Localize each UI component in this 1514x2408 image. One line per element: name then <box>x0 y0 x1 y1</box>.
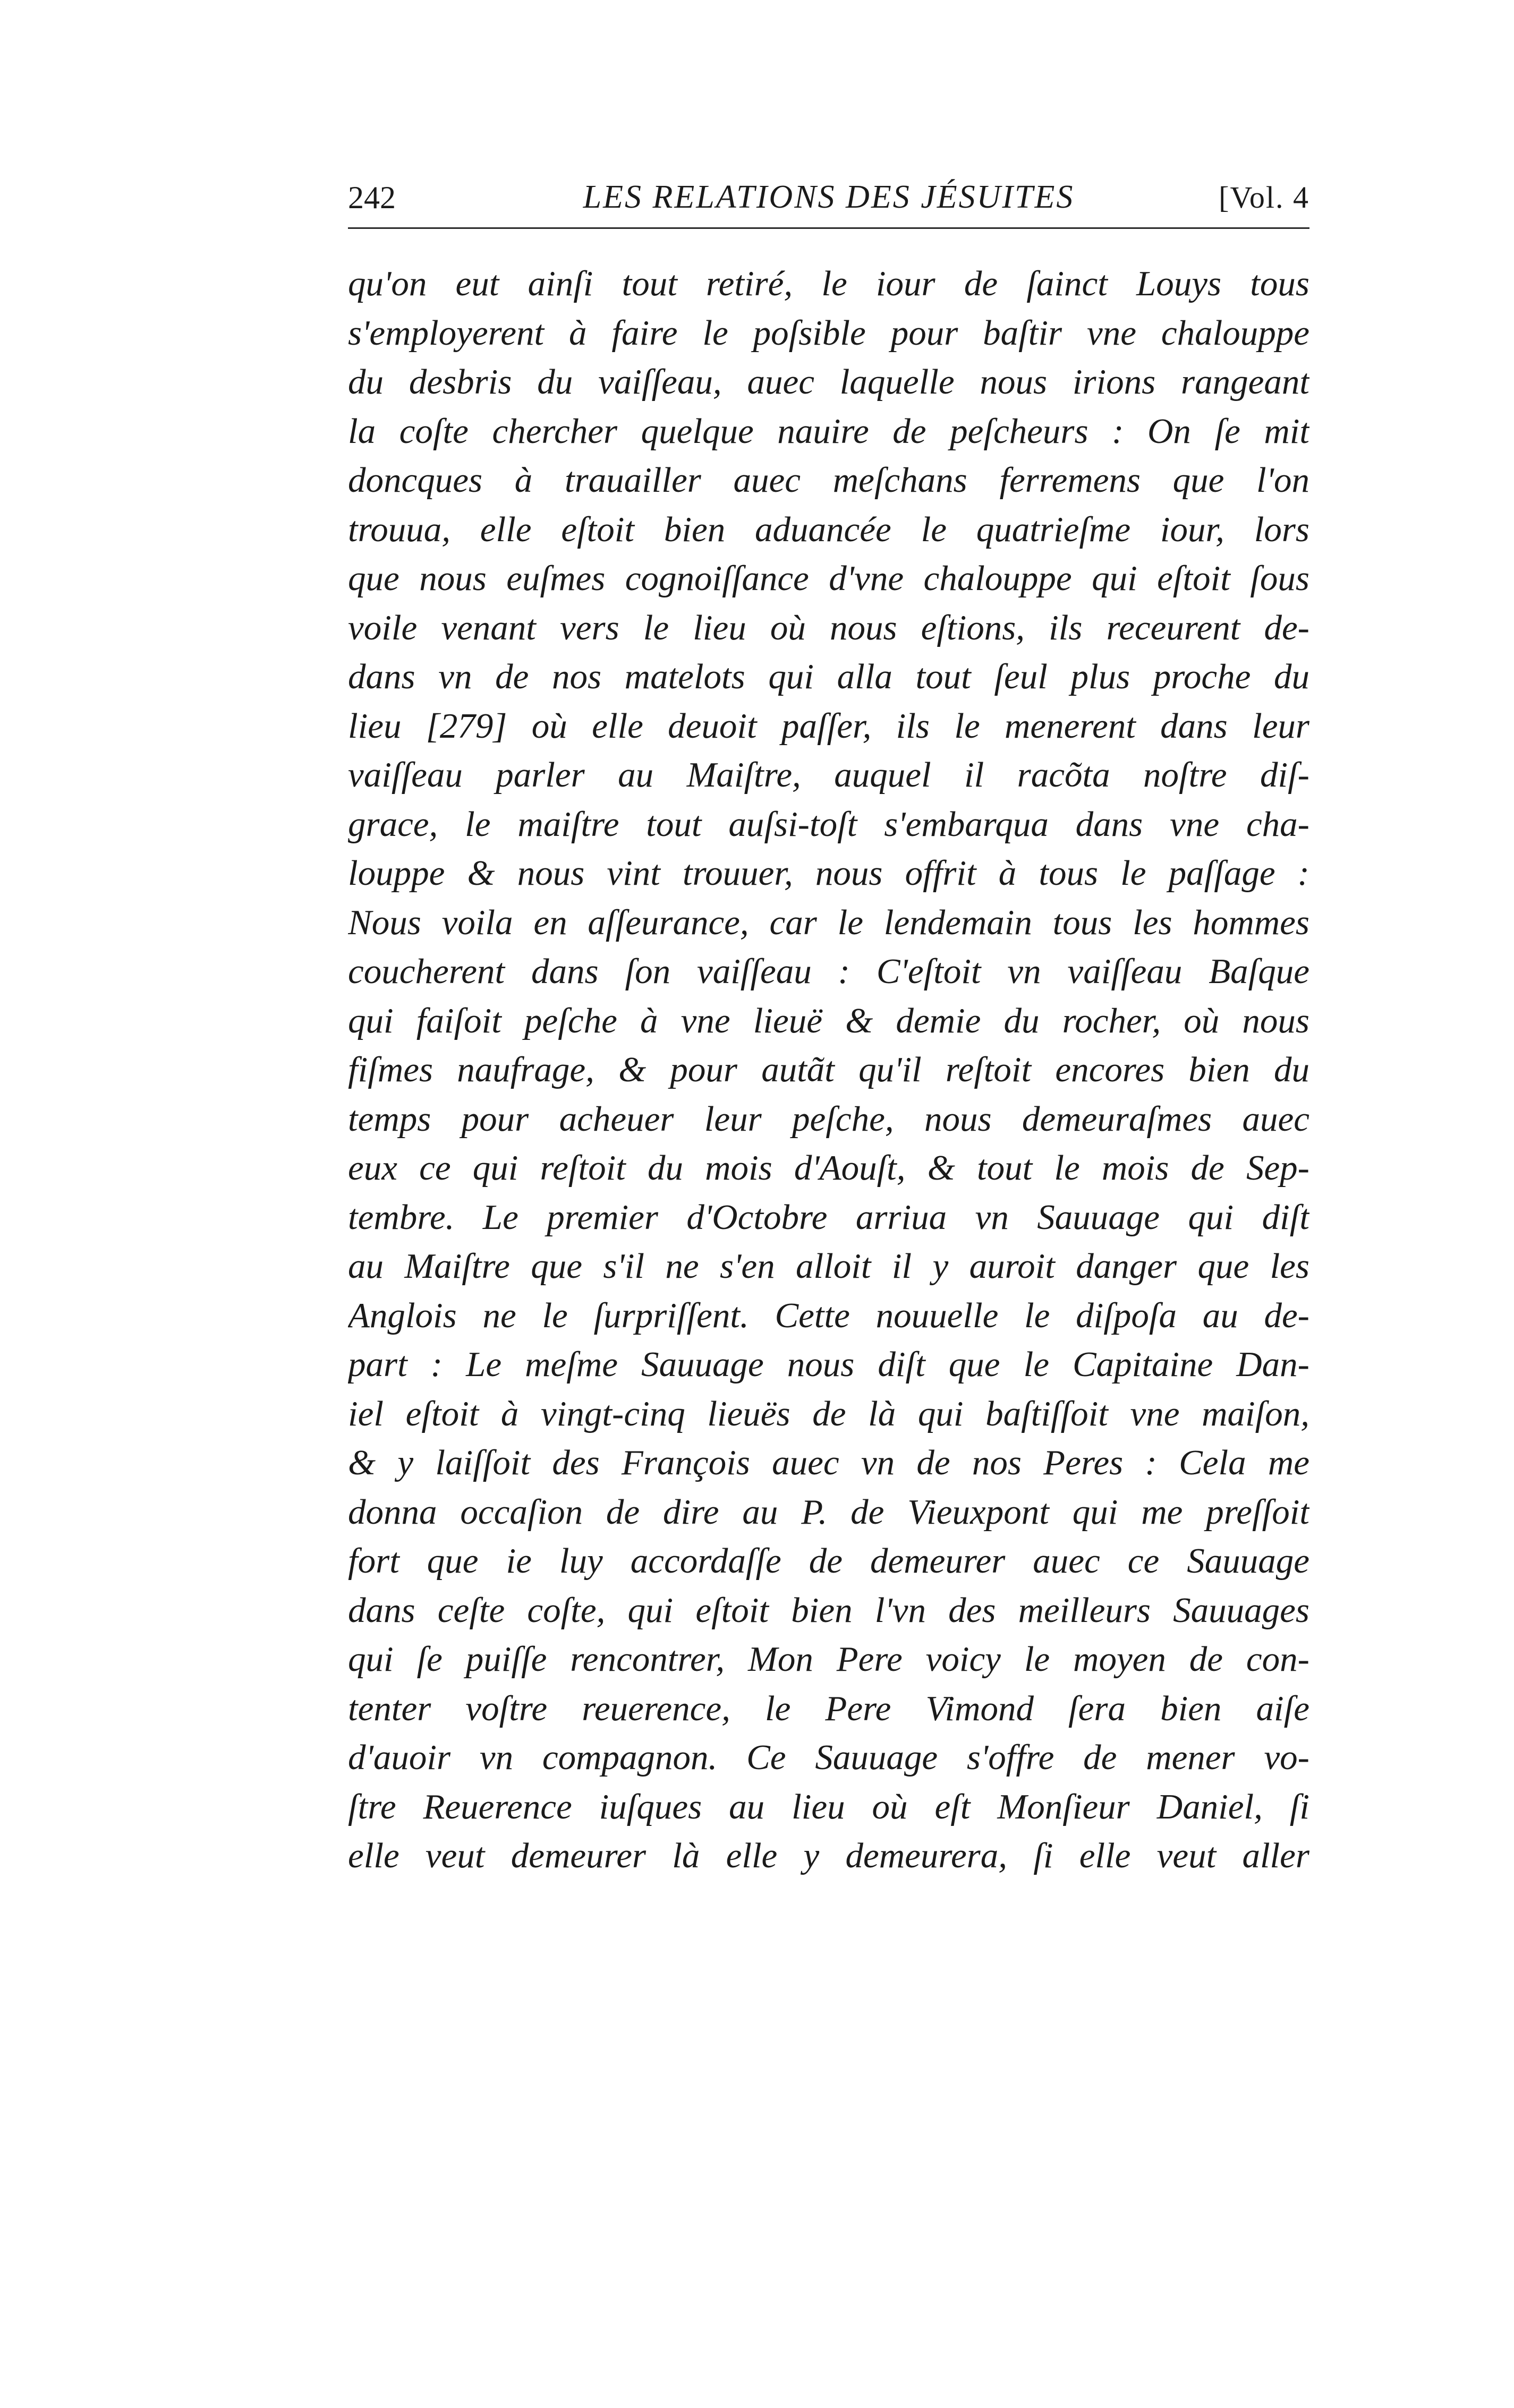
text-line: fiſmes naufrage, & pour autãt qu'il reſtoit encores bien du <box>348 1050 1309 1089</box>
text-line: & y laiſſoit des François auec vn de nos Peres : Cela me <box>348 1443 1309 1482</box>
text-line: temps pour acheuer leur peſche, nous demeuraſmes auec <box>348 1099 1309 1139</box>
text-line: lieu [279] où elle deuoit paſſer, ils le menerent dans leur <box>348 706 1309 746</box>
text-line: que nous euſmes cognoiſſance d'vne chalouppe qui eſtoit ſous <box>348 559 1309 598</box>
text-line: coucherent dans ſon vaiſſeau : C'eſtoit vn vaiſſeau Baſque <box>348 952 1309 991</box>
text-line: la coſte chercher quelque nauire de peſcheurs : On ſe mit <box>348 411 1309 451</box>
text-line: elle veut demeurer là elle y demeurera, ſi elle veut aller <box>348 1836 1309 1875</box>
text-line: trouua, elle eſtoit bien aduancée le quatrieſme iour, lors <box>348 509 1309 549</box>
running-title: LES RELATIONS DES JÉSUITES <box>583 179 1075 215</box>
text-line: part : Le meſme Sauuage nous diſt que le Capitaine Dan- <box>348 1345 1309 1384</box>
header-rule <box>348 227 1309 229</box>
text-line: qui ſe puiſſe rencontrer, Mon Pere voicy le moyen de con- <box>348 1640 1309 1679</box>
text-line: fort que ie luy accordaſſe de demeurer auec ce Sauuage <box>348 1541 1309 1581</box>
text-line: au Maiſtre que s'il ne s'en alloit il y auroit danger que les <box>348 1246 1309 1286</box>
text-line: voile venant vers le lieu où nous eſtions, ils receurent de- <box>348 608 1309 647</box>
text-line: s'employerent à faire le poſsible pour baſtir vne chalouppe <box>348 313 1309 353</box>
text-line: vaiſſeau parler au Maiſtre, auquel il racõta noſtre diſ- <box>348 755 1309 795</box>
text-line: iel eſtoit à vingt-cinq lieuës de là qui baſtiſſoit vne maiſon, <box>348 1394 1309 1433</box>
text-line: donna occaſion de dire au P. de Vieuxpont qui me preſſoit <box>348 1492 1309 1532</box>
text-line: Nous voila en aſſeurance, car le lendemain tous les hommes <box>348 902 1309 942</box>
text-line: qui faiſoit peſche à vne lieuë & demie du rocher, où nous <box>348 1001 1309 1040</box>
text-line: dans vn de nos matelots qui alla tout ſeul plus proche du <box>348 657 1309 696</box>
text-line: dans ceſte coſte, qui eſtoit bien l'vn des meilleurs Sauuages <box>348 1590 1309 1630</box>
text-line: d'auoir vn compagnon. Ce Sauuage s'offre de mener vo- <box>348 1738 1309 1777</box>
page-number: 242 <box>348 180 396 215</box>
volume-label: [Vol. 4 <box>1219 180 1309 215</box>
text-line: qu'on eut ainſi tout retiré, le iour de ſainct Louys tous <box>348 264 1309 303</box>
text-line: grace, le maiſtre tout auſsi-toſt s'embarqua dans vne cha- <box>348 804 1309 844</box>
text-line: ſtre Reuerence iuſques au lieu où eſt Monſieur Daniel, ſi <box>348 1787 1309 1826</box>
text-line: doncques à trauailler auec meſchans ferremens que l'on <box>348 460 1309 500</box>
text-line: louppe & nous vint trouuer, nous offrit à tous le paſſage : <box>348 853 1309 893</box>
page-header <box>348 175 1309 223</box>
text-line: tembre. Le premier d'Octobre arriua vn Sauuage qui diſt <box>348 1197 1309 1237</box>
text-line: du desbris du vaiſſeau, auec laquelle nous irions rangeant <box>348 362 1309 402</box>
text-line: Anglois ne le ſurpriſſent. Cette nouuelle le diſpoſa au de- <box>348 1295 1309 1335</box>
text-line: eux ce qui reſtoit du mois d'Aouſt, & tout le mois de Sep- <box>348 1148 1309 1188</box>
body-text <box>348 259 1309 1881</box>
text-line: tenter voſtre reuerence, le Pere Vimond ſera bien aiſe <box>348 1688 1309 1728</box>
